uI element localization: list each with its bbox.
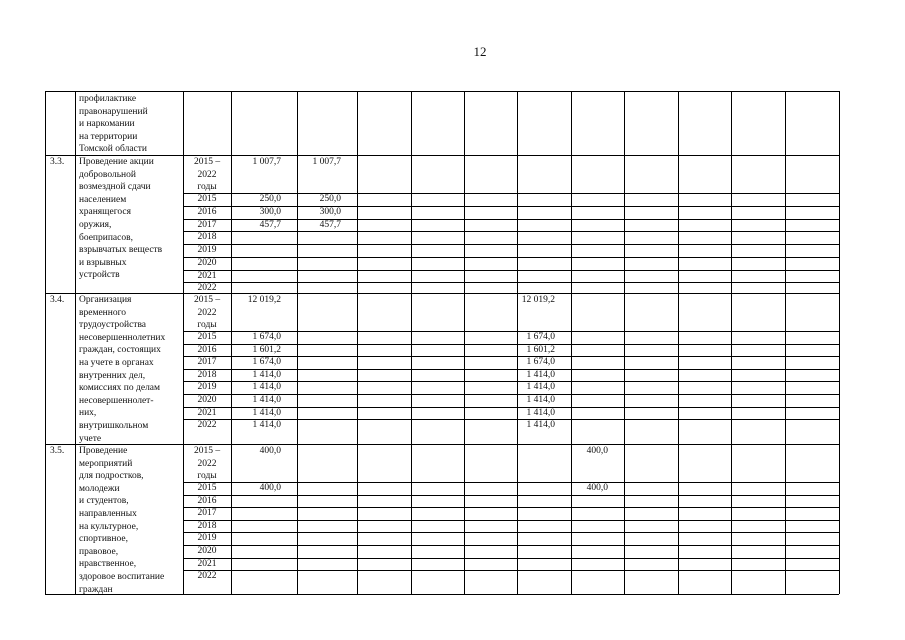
cell-text: на культурное,: [79, 521, 139, 532]
row-divider: [183, 394, 839, 395]
period-text: 2022: [197, 307, 217, 318]
value-cell: 300,0: [319, 206, 341, 217]
value-cell: 300,0: [259, 206, 281, 217]
cell-text: и наркомании: [79, 119, 135, 130]
value-cell: 400,0: [586, 483, 608, 493]
row-divider: [183, 282, 839, 283]
value-cell: 1 674,0: [252, 357, 281, 368]
value-cell: 1 414,0: [526, 407, 555, 418]
cell-text: внутренних дел,: [79, 370, 146, 381]
cell-text: Организация: [79, 295, 132, 305]
cell-text: внутришкольном: [79, 421, 149, 431]
column-divider: [75, 91, 76, 594]
value-cell: 1 414,0: [252, 369, 281, 380]
value-cell: 12 019,2: [521, 295, 555, 305]
column-divider: [411, 91, 412, 594]
year-cell: 2022: [197, 283, 217, 294]
year-cell: 2017: [197, 219, 217, 230]
row-divider: [45, 293, 839, 294]
row-divider: [183, 231, 839, 232]
cell-text: взрывчатых веществ: [79, 245, 163, 256]
column-divider: [45, 91, 46, 594]
row-divider: [183, 257, 839, 258]
value-cell: 1 414,0: [526, 382, 555, 393]
value-cell: 1 674,0: [526, 332, 555, 342]
cell-text: правовое,: [79, 546, 119, 557]
page-number: 12: [473, 44, 487, 59]
row-divider: [45, 444, 839, 445]
cell-text: хранящегося: [79, 207, 131, 218]
column-divider: [785, 91, 786, 594]
cell-text: профилактике: [79, 94, 137, 104]
row-divider: [183, 206, 839, 207]
row-divider: [183, 219, 839, 220]
value-cell: 12 019,2: [247, 295, 281, 305]
period-text: годы: [197, 182, 217, 193]
row-divider: [183, 532, 839, 533]
year-cell: 2017: [197, 357, 217, 368]
cell-text: и студентов,: [79, 496, 129, 507]
row-number: 3.3.: [50, 157, 65, 167]
cell-text: и взрывных: [79, 257, 127, 268]
row-divider: [183, 193, 839, 194]
cell-text: них,: [79, 408, 97, 419]
row-divider: [183, 520, 839, 521]
row-divider: [45, 91, 839, 92]
value-cell: 250,0: [319, 194, 341, 204]
value-cell: 1 007,7: [252, 157, 281, 167]
cell-text: граждан: [79, 584, 113, 595]
value-cell: 1 414,0: [252, 395, 281, 405]
year-cell: 2022: [197, 571, 217, 582]
value-cell: 1 601,2: [526, 344, 555, 355]
row-divider: [183, 545, 839, 546]
row-divider: [183, 482, 839, 483]
year-cell: 2019: [197, 245, 217, 255]
year-cell: 2018: [197, 520, 217, 531]
value-cell: 457,7: [259, 219, 281, 230]
value-cell: 1 414,0: [526, 420, 555, 431]
row-divider: [183, 270, 839, 271]
cell-text: здоровое воспитание: [79, 572, 165, 582]
value-cell: 1 007,7: [312, 157, 341, 167]
year-cell: 2016: [197, 495, 217, 506]
row-divider: [45, 594, 839, 595]
year-cell: 2016: [197, 344, 217, 355]
cell-text: оружия,: [79, 220, 112, 230]
cell-text: трудоустройства: [79, 320, 147, 331]
row-divider: [183, 558, 839, 559]
cell-text: нравственное,: [79, 559, 137, 570]
period-text: 2022: [197, 169, 217, 180]
cell-text: мероприятий: [79, 458, 133, 469]
year-cell: 2015: [197, 194, 217, 204]
column-divider: [624, 91, 625, 594]
value-cell: 1 414,0: [252, 407, 281, 418]
year-cell: 2015: [197, 483, 217, 493]
year-cell: 2019: [197, 382, 217, 393]
cell-text: несовершеннолетних: [79, 332, 166, 343]
value-cell: 250,0: [259, 194, 281, 204]
cell-text: устройств: [79, 270, 120, 281]
year-cell: 2020: [197, 546, 217, 556]
column-divider: [464, 91, 465, 594]
row-divider: [183, 356, 839, 357]
year-cell: 2017: [197, 508, 217, 519]
cell-text: учете: [79, 433, 102, 444]
value-cell: 400,0: [259, 446, 281, 456]
cell-text: молодежи: [79, 483, 120, 494]
period-text: 2022: [197, 458, 217, 469]
value-cell: 1 601,2: [252, 344, 281, 355]
value-cell: 1 674,0: [252, 332, 281, 342]
row-divider: [183, 570, 839, 571]
cell-text: на учете в органах: [79, 358, 154, 368]
row-divider: [45, 155, 839, 156]
row-divider: [183, 244, 839, 245]
year-cell: 2020: [197, 395, 217, 405]
value-cell: 1 674,0: [526, 357, 555, 368]
value-cell: 1 414,0: [526, 369, 555, 380]
row-divider: [183, 331, 839, 332]
cell-text: Проведение акции: [79, 157, 154, 167]
year-cell: 2021: [197, 558, 217, 569]
row-divider: [183, 495, 839, 496]
row-number: 3.4.: [50, 295, 65, 305]
year-cell: 2016: [197, 206, 217, 217]
value-cell: 1 414,0: [252, 420, 281, 431]
cell-text: населением: [79, 194, 127, 205]
row-number: 3.5.: [50, 446, 65, 456]
year-cell: 2018: [197, 232, 217, 243]
column-divider: [357, 91, 358, 594]
period-text: 2015 –: [193, 295, 221, 305]
column-divider: [731, 91, 732, 594]
column-divider: [678, 91, 679, 594]
value-cell: 1 414,0: [526, 395, 555, 405]
cell-text: возмездной сдачи: [79, 182, 151, 193]
cell-text: Проведение: [79, 446, 128, 456]
cell-text: комиссиях по делам: [79, 383, 161, 394]
period-text: годы: [197, 320, 217, 331]
cell-text: Томской области: [79, 144, 147, 155]
year-cell: 2021: [197, 407, 217, 418]
period-text: годы: [197, 471, 217, 482]
row-divider: [183, 344, 839, 345]
column-divider: [571, 91, 572, 594]
row-divider: [183, 381, 839, 382]
cell-text: временного: [79, 307, 127, 318]
cell-text: граждан, состоящих: [79, 345, 161, 356]
value-cell: 1 414,0: [252, 382, 281, 393]
year-cell: 2018: [197, 369, 217, 380]
row-divider: [183, 419, 839, 420]
value-cell: 400,0: [259, 483, 281, 493]
row-divider: [183, 407, 839, 408]
cell-text: добровольной: [79, 169, 136, 180]
cell-text: для подростков,: [79, 471, 144, 482]
row-divider: [183, 507, 839, 508]
year-cell: 2021: [197, 270, 217, 281]
year-cell: 2020: [197, 257, 217, 268]
year-cell: 2015: [197, 332, 217, 342]
cell-text: на территории: [79, 131, 138, 142]
row-divider: [183, 369, 839, 370]
period-text: 2015 –: [193, 157, 221, 167]
cell-text: направленных: [79, 509, 137, 519]
cell-text: боеприпасов,: [79, 232, 133, 243]
value-cell: 457,7: [319, 219, 341, 230]
year-cell: 2019: [197, 533, 217, 544]
year-cell: 2022: [197, 420, 217, 431]
cell-text: правонарушений: [79, 106, 148, 117]
period-text: 2015 –: [193, 446, 221, 456]
column-divider: [839, 91, 840, 594]
cell-text: спортивное,: [79, 534, 128, 545]
value-cell: 400,0: [586, 446, 608, 456]
cell-text: несовершеннолет-: [79, 395, 154, 406]
